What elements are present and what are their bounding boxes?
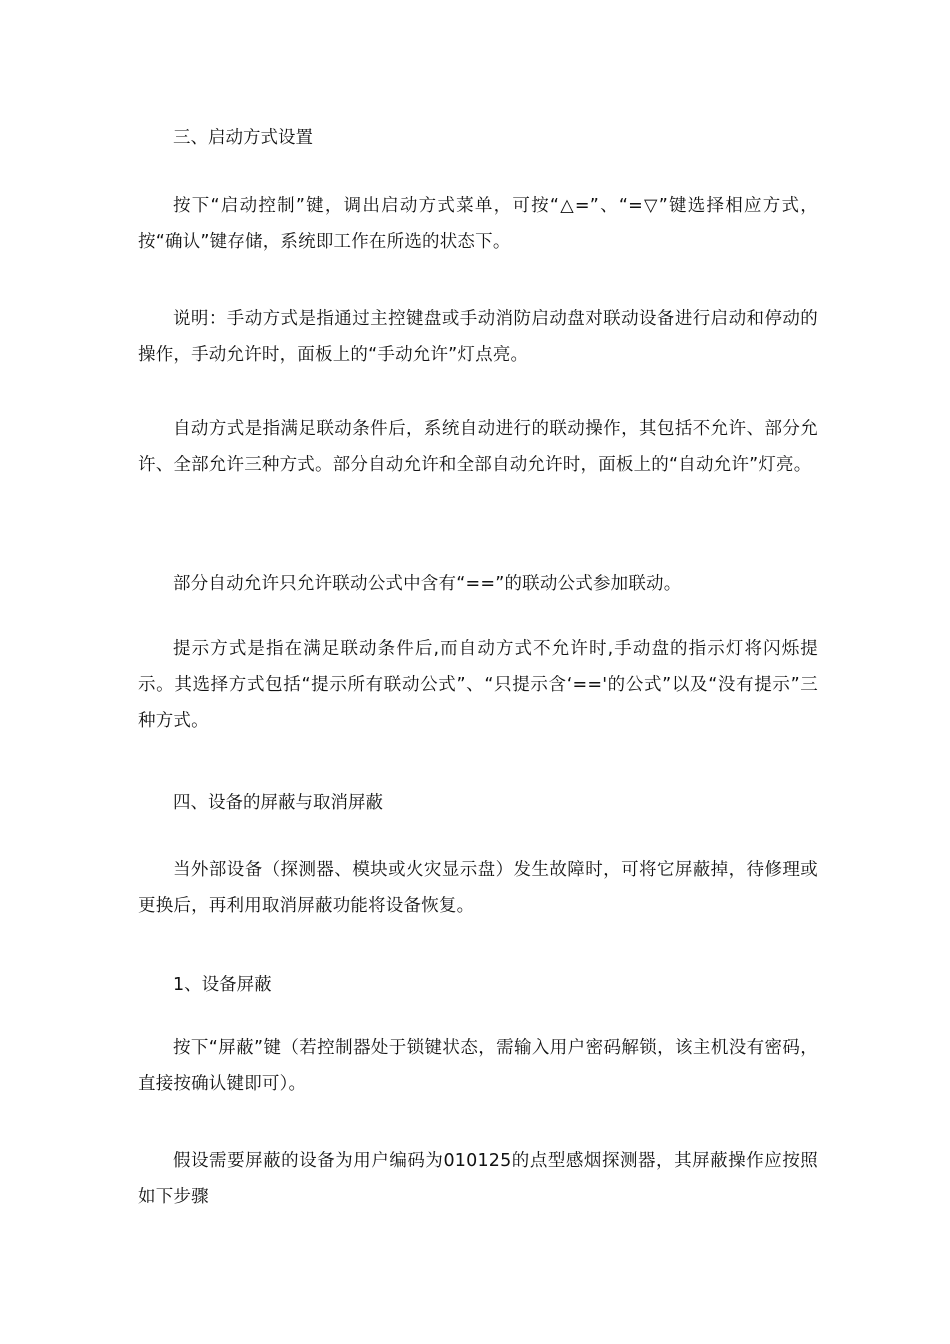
section-heading-3: 三、启动方式设置	[173, 128, 313, 148]
subsection-heading-device-shield: 1、设备屏蔽	[173, 975, 272, 995]
paragraph-start-mode: 按下“启动控制”键，调出启动方式菜单，可按“△=”、“=▽”键选择相应方式，按“确认”键存储，系统即工作在所选的状态下。	[138, 196, 818, 252]
paragraph-manual-mode: 说明：手动方式是指通过主控键盘或手动消防启动盘对联动设备进行启动和停动的操作，手动允许时，面板上的“手动允许”灯点亮。	[138, 309, 818, 365]
paragraph-partial-auto: 部分自动允许只允许联动公式中含有“==”的联动公式参加联动。	[173, 574, 682, 594]
paragraph-device-fault: 当外部设备（探测器、模块或火灾显示盘）发生故障时，可将它屏蔽掉，待修理或更换后，再利用取消屏蔽功能将设备恢复。	[138, 860, 818, 916]
paragraph-shield-example: 假设需要屏蔽的设备为用户编码为010125的点型感烟探测器，其屏蔽操作应按照如下步骤	[138, 1151, 818, 1207]
paragraph-shield-key: 按下“屏蔽”键（若控制器处于锁键状态，需输入用户密码解锁，该主机没有密码，直接按确认键即可）。	[138, 1038, 818, 1094]
paragraph-prompt-mode: 提示方式是指在满足联动条件后,而自动方式不允许时,手动盘的指示灯将闪烁提示。其选择方式包括“提示所有联动公式”、“只提示含‘=='的公式”以及“没有提示”三种方式。	[138, 639, 818, 731]
section-heading-4: 四、设备的屏蔽与取消屏蔽	[173, 793, 383, 813]
paragraph-auto-mode: 自动方式是指满足联动条件后，系统自动进行的联动操作，其包括不允许、部分允许、全部允许三种方式。部分自动允许和全部自动允许时，面板上的“自动允许”灯亮。	[138, 419, 818, 475]
